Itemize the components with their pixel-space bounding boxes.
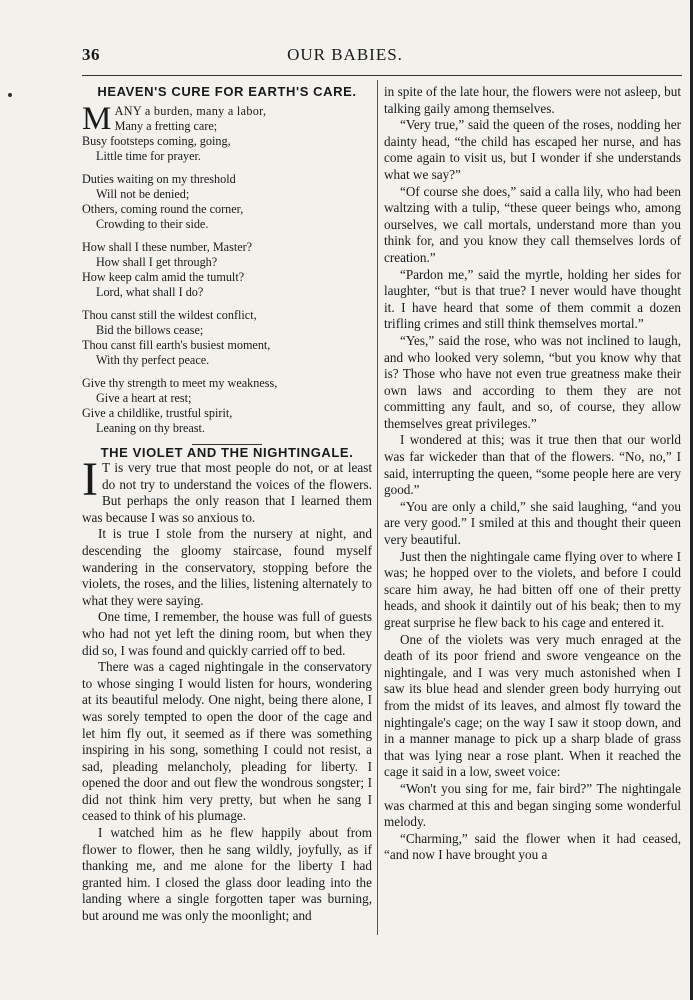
- left-column: [82, 84, 372, 925]
- poem-line: Crowding to their side.: [96, 217, 209, 231]
- poem-line: Little time for prayer.: [96, 149, 201, 163]
- poem-line-text: ANY a burden, many a labor,: [114, 104, 267, 118]
- story-paragraph: [82, 659, 372, 825]
- poem-stanza: [82, 376, 372, 436]
- story-paragraph: I wondered at this; was it true then that our world was far wickeder than that of the flowers. “No, no,” I said, interrupting the queen, “some people here are very good.”: [384, 432, 681, 498]
- poem-line: Give a heart at rest;: [96, 391, 192, 405]
- story-paragraph: [82, 526, 372, 609]
- poem-stanza: [82, 308, 372, 368]
- story-paragraph: “Yes,” said the rose, who was not inclined to laugh, and who looked very solemn, “but you know why that is? Those who have not even true greatness make their own laws and according to them they are not committing any fault, and so, of course, they allow themselves great privileges.”: [384, 332, 681, 431]
- story-paragraph: [82, 453, 372, 526]
- poem-line: Leaning on thy breast.: [96, 421, 205, 435]
- story-dropcap: I: [82, 453, 98, 506]
- story-paragraph: One of the violets was very much enraged at the death of its poor friend and swore vengeance on the nightingale, and I was very much astonished when I saw its blue head and slender green body hurrying out from the midst of its leaves, and almost fly toward the nightingale's cage; on the way I saw it stoop down, and in a manner manage to pick up a sharp blade of grass that was lying near a rose plant. When it reached the cage it said in a low, sweet voice:: [384, 631, 681, 780]
- header-rule: [82, 75, 682, 76]
- poem-line: Bid the billows cease;: [96, 323, 204, 337]
- story-paragraph: “You are only a child,” she said laughing, “and you are very good.” I smiled at this and thought their queen very beautiful.: [384, 498, 681, 548]
- paragraph-text: T is very true that most people do not, or at least do not try to understand the voices of the flowers. But perhaps the only reason that I learned them was because I was so anxious to.: [82, 460, 372, 525]
- story-paragraph: “Pardon me,” said the myrtle, holding her sides for laughter, “but is that true? I never would have thought it. I have heard that some of them commit a dozen trifling crimes and still think themselves mortal.”: [384, 266, 681, 332]
- magazine-title: OUR BABIES.: [287, 45, 403, 64]
- poem-line: Will not be denied;: [96, 187, 190, 201]
- poem-stanza: [82, 172, 372, 232]
- story-paragraph: “Very true,” said the queen of the roses, nodding her dainty head, “the child has escaped her nurse, and has come again to visit us, but I wonder if she understands what we say?”: [384, 117, 681, 182]
- poem-stanza: [82, 240, 372, 300]
- story-right-text: [384, 84, 681, 864]
- paragraph-text: I watched him as he flew happily about from flower to flower, then he sang wildly, joyfully, as if thanking me, and me alone for the liberty I had granted him. I closed the glass door leading into the landing where a single forgotten taper was burning, but around me was only the moonlight; and: [82, 825, 372, 924]
- poem-line: Lord, what shall I do?: [96, 285, 204, 299]
- story-paragraph: “Of course she does,” said a calla lily, who had been waltzing with a tulip, “these queer beings who, among ourselves, we call mortals, understand more than you think for, and you know they call themselves lords of creation.”: [384, 183, 681, 265]
- poem-line: How keep calm amid the tumult?: [82, 270, 245, 284]
- poem-line: Duties waiting on my threshold: [82, 172, 236, 186]
- poem-line: Thou canst fill earth's busiest moment,: [82, 338, 271, 352]
- story-paragraph: “Charming,” said the flower when it had ceased, “and now I have brought you a: [384, 830, 681, 863]
- poem-line: Others, coming round the corner,: [82, 202, 244, 216]
- column-divider: [377, 80, 378, 935]
- right-column: [384, 84, 681, 864]
- page-number: 36: [82, 45, 100, 64]
- paragraph-text: There was a caged nightingale in the conservatory to whose singing I would listen for hours, wondering at its beautiful melody. One night, being there alone, I was sorely tempted to open the door of the cage and let him fly out, it seemed as if there was something inspiring in his song, something I could not resist, a sad, pleading melancholy, pleading for liberty. I opened the door and out flew the wondrous songster; I did not think him very pretty, but when he sang I ceased to think of his plumage.: [82, 659, 372, 824]
- poem: [82, 101, 372, 436]
- poem-line: Give a childlike, trustful spirit,: [82, 406, 233, 420]
- poem-line: Many a fretting care;: [114, 119, 218, 133]
- poem-line: Give thy strength to meet my weakness,: [82, 376, 278, 390]
- poem-line: Busy footsteps coming, going,: [82, 134, 231, 148]
- poem-stanza: [82, 101, 372, 164]
- poem-line: With thy perfect peace.: [96, 353, 210, 367]
- margin-dot: [8, 93, 12, 97]
- story-paragraph: in spite of the late hour, the flowers were not asleep, but talking gaily among themselves.: [384, 84, 681, 116]
- paragraph-text: One time, I remember, the house was full of guests who had not yet left the dining room, but when they did so, I was found and quickly carried off to bed.: [82, 609, 372, 658]
- poem-line: Thou canst still the wildest conflict,: [82, 308, 257, 322]
- story-paragraph: “Won't you sing for me, fair bird?” The nightingale was charmed at this and began singing some wonderful melody.: [384, 780, 681, 830]
- story-paragraph: Just then the nightingale came flying over to where I was; he hopped over to the violets, and before I could scare him away, he had bitten off one of their pretty heads, and shook it daintily out of his beak; then to my great surprise he flew back to his cage and entered it.: [384, 548, 681, 630]
- poem-line: How shall I get through?: [96, 255, 218, 269]
- story-left-text: [82, 453, 372, 925]
- poem-dropcap: M: [82, 101, 112, 137]
- story-paragraph: [82, 609, 372, 659]
- story-title: THE VIOLET AND THE NIGHTINGALE.: [100, 445, 354, 460]
- running-head: [82, 45, 608, 69]
- paragraph-text: It is true I stole from the nursery at night, and descending the gloomy staircase, found myself wandering in the conservatory, stopping before the violets, the roses, and the lilies, listening alternately to what they were saying.: [82, 526, 372, 608]
- story-paragraph: [82, 825, 372, 925]
- poem-title: HEAVEN'S CURE FOR EARTH'S CARE.: [97, 84, 357, 99]
- poem-line: How shall I these number, Master?: [82, 240, 253, 254]
